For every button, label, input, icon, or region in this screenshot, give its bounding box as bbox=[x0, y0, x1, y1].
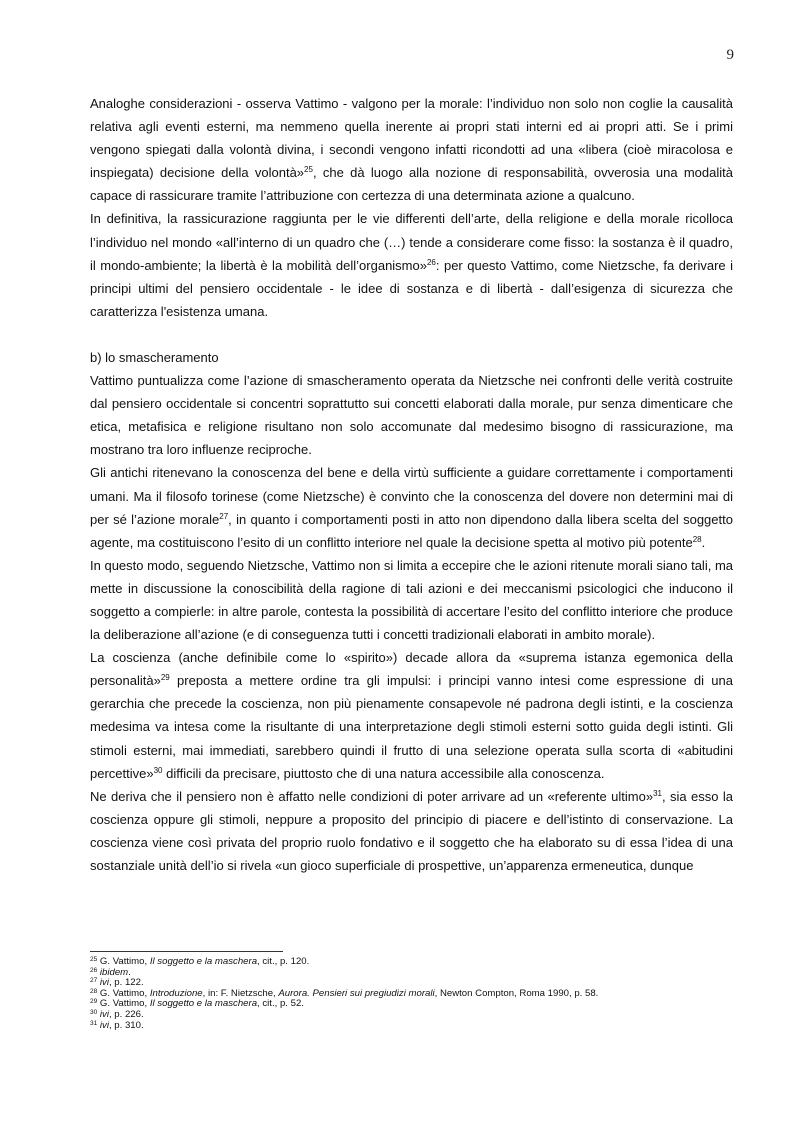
paragraph: Vattimo puntualizza come l’azione di smascheramento operata da Nietzsche nei confronti delle verità costruite dal pensiero occidentale si concentri soprattutto sui concetti elaborati dalla morale, pur senza dimenticare che etica, metafisica e religione risultano non solo accomunate dal medesimo bisogno di rassicurazione, ma mostrano tra loro influenze reciproche. bbox=[90, 373, 733, 458]
footnote-ref[interactable]: 28 bbox=[692, 534, 702, 544]
page-number: 9 bbox=[726, 47, 734, 63]
footnote: $^{25}$ G. Vattimo, Il soggetto e la maschera, cit., p. 120. bbox=[90, 956, 310, 967]
footnote: $^{31}$ ivi, p. 310. bbox=[90, 1019, 144, 1031]
paragraph: Ne deriva che il pensiero non è affatto nelle condizioni di poter arrivare ad un «referente ultimo»$^{31}$, sia esso la coscienza oppure gli stimoli, neppure a proposito del principio di piacere e dell’istinto di conservazione. La coscienza viene così privata del proprio ruolo fondativo e il soggetto che ha elaborato su di essa l’idea di una sostanziale unità dell’io si rivela «un gioco superficiale di prospettive, un’apparenza ermeneutica, dunque bbox=[90, 788, 733, 873]
paragraph: In questo modo, seguendo Nietzsche, Vattimo non si limita a eccepire che le azioni ritenute morali siano tali, ma mette in discussione la conoscibilità della ragione di tali azioni e dei meccanismi psicologici che inducono il soggetto a compierle: in altre parole, contesta la possibilità di accertare l’esito del conflitto interiore che produce la deliberazione all’azione (e di conseguenza tutti i concetti tradizionali elaborati in ambito morale). bbox=[90, 557, 733, 643]
footnote-ref[interactable]: 27 bbox=[219, 511, 229, 521]
footnote-separator bbox=[90, 951, 283, 952]
footnotes bbox=[90, 951, 733, 1031]
footnote: $^{29}$ G. Vattimo, Il soggetto e la maschera, cit., p. 52. bbox=[90, 998, 304, 1010]
footnote: $^{28}$ G. Vattimo, Introduzione, in: F. Nietzsche, Aurora. Pensieri sui pregiudizi morali, Newton Compton, Roma 1990, p. 58. bbox=[90, 987, 599, 999]
footnote-ref[interactable]: 31 bbox=[653, 788, 662, 798]
footnote-ref[interactable]: 29 bbox=[160, 673, 170, 683]
footnote-ref[interactable]: 30 bbox=[153, 765, 163, 775]
paragraph: La coscienza (anche definibile come lo «spirito») decade allora da «suprema istanza egemonica della personalità»$^{29}$ preposta a mettere ordine tra gli impulsi: i principi vanno intesi come espressione di una gerarchia che precede la coscienza, non più pienamente consapevole né padrona degli istinti, e la coscienza medesima va intesa come la risultante di una interpretazione degli stimoli esterni sotto guida degli istinti. Gli stimoli esterni, mai immediati, sarebbero quindi il frutto di una selezione operata sulla scorta di «abitudini percettive»$^{30}$ difficili da precisare, piuttosto che di una natura accessibile alla conoscenza. bbox=[90, 650, 733, 781]
paragraph: Gli antichi ritenevano la conoscenza del bene e della virtù sufficiente a guidare correttamente i comportamenti umani. Ma il filosofo torinese (come Nietzsche) è convinto che la conoscenza del dovere non determini mai di per sé l’azione morale$^{27}$, in quanto i comportamenti posti in atto non dipendono dalla libera scelta del soggetto agente, ma costituiscono l’esito di un conflitto interiore nel quale la decisione spetta al motivo più potente$^{28}$. bbox=[90, 465, 733, 550]
footnote: $^{30}$ ivi, p. 226. bbox=[90, 1008, 144, 1020]
body-text bbox=[90, 92, 733, 877]
footnote: $^{27}$ ivi, p. 122. bbox=[90, 977, 144, 989]
paragraph: In definitiva, la rassicurazione raggiunta per le vie differenti dell’arte, della religione e della morale ricolloca l’individuo nel mondo «all’interno di un quadro che (…) tende a considerare come fisso: la sostanza è il quadro, il mondo-ambiente; la libertà è la mobilità dell’organismo»$^{26}$: per questo Vattimo, come Nietzsche, fa derivare i principi ultimi del pensiero occidentale - le idee di sostanza e di libertà - dall’esigenza di sicurezza che caratterizza l'esistenza umana. bbox=[90, 211, 733, 319]
paragraph: Analoghe considerazioni - osserva Vattimo - valgono per la morale: l’individuo non solo non coglie la causalità relativa agli eventi esterni, ma nemmeno quella inerente ai propri stati interni ed ai propri atti. Se i primi vengono spiegati dalla volontà divina, i secondi vengono infatti ricondotti ad una «libera (cioè miracolosa e inspiegata) decisione della volontà»$^{25}$, che dà luogo alla nozione di responsabilità, ovverosia una modalità capace di rassicurare tramite l’attribuzione con certezza di una determinata azione a qualcuno. bbox=[90, 96, 733, 204]
section-heading: b) lo smascheramento bbox=[90, 349, 219, 365]
footnote-ref[interactable]: 26 bbox=[426, 257, 436, 267]
footnote: $^{26}$ ibidem. bbox=[90, 966, 131, 978]
footnote-ref[interactable]: 25 bbox=[304, 165, 313, 175]
